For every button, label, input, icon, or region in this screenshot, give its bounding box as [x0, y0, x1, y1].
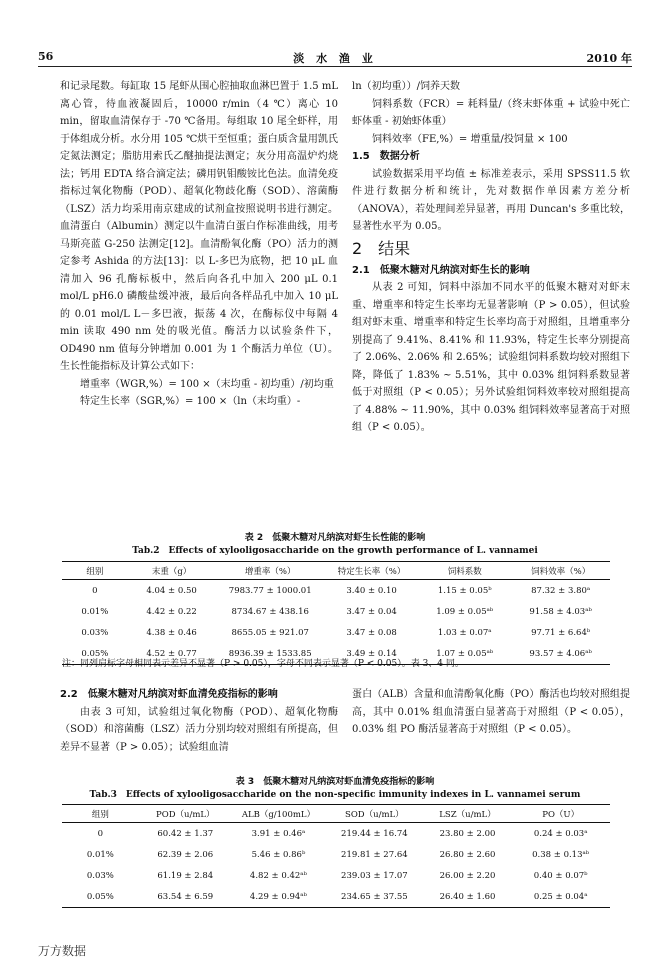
table-cell: 1.03 ± 0.07ᵃ: [437, 627, 492, 638]
table-cell: 26.80 ± 2.60: [439, 849, 496, 860]
table-cell: 219.81 ± 27.64: [341, 849, 408, 860]
table-cell: 60.42 ± 1.37: [157, 828, 214, 839]
table3-caption-en: Tab.3 Effects of xylooligosaccharide on the non-specific immunity indexes in L. vannamei serum: [89, 790, 581, 800]
table2-note: 注：同列肩标字母相同表示差异不显著（P > 0.05），字母不同表示显著（P < 0.05）。表 3、4 同。: [62, 659, 464, 669]
table2-caption: [38, 532, 632, 558]
table2-header: 饲料系数: [418, 562, 511, 580]
table-cell: 239.03 ± 17.07: [341, 870, 408, 881]
year: 2010 年: [586, 52, 632, 65]
section-2-1-heading: 2.1 低聚木糖对凡纳滨对虾生长的影响: [352, 264, 530, 276]
section-2-2-heading: 2.2 低聚木糖对凡纳滨对虾血清免疫指标的影响: [60, 689, 278, 700]
table-cell: 0.03%: [81, 627, 109, 638]
table-cell: 5.46 ± 0.86ᵇ: [251, 849, 306, 860]
section-2-1-text: 从表 2 可知，饲料中添加不同水平的低聚木糖对对虾末重、增重率和特定生长率均无显著影响（P > 0.05），但试验组对虾末重、增重率和特定生长率均高于对照组，且增重率分别提高了 9.41%、8.41% 和 11.93%，特定生长率分别提高了 2.06%、2.06% 和 2.65%；试验组饲料系数均较对照组下降，降低了 1.83% ~ 5.51%，其中 0.03% 组饲料系数显著低于对照组（P < 0.05）；另外试验组饲料效率较对照组提高了 4.88% ~ 11.90%，其中 0.03% 组饲料效率显著高于对照组（P < 0.05）。: [352, 282, 630, 433]
watermark: 万方数据: [38, 944, 87, 958]
table-cell: 234.65 ± 37.55: [325, 886, 424, 908]
table2-header: 特定生长率（%）: [325, 562, 418, 580]
table-cell: 97.71 ± 6.64ᵇ: [531, 627, 591, 638]
section-2-2-text-right: 蛋白（ALB）含量和血清酚氧化酶（PO）酶活也均较对照组提高，其中 0.01% 组血清蛋白显著高于对照组（P < 0.05），0.03% 组 PO 酶活显著高于对照组（P < 0.05）。: [352, 689, 630, 735]
table-cell: 219.44 ± 16.74: [341, 828, 408, 839]
section-2-heading: 2 结果: [352, 238, 411, 258]
formula-sgr-cont: ln（初均重））/饲养天数: [352, 81, 461, 92]
table-cell: 0: [92, 585, 98, 596]
table-cell: 87.32 ± 3.80ᵃ: [531, 585, 591, 596]
table-cell: 1.07 ± 0.05ᵃᵇ: [418, 643, 511, 665]
section-1-5-text: 试验数据采用平均值 ± 标准差表示，采用 SPSS11.5 软件进行数据分析和统计，先对数据作单因素方差分析（ANOVA），若处理间差异显著，再用 Duncan's 多重比较，显著性水平为 0.05。: [352, 168, 630, 232]
table-cell: 1.09 ± 0.05ᵃᵇ: [436, 606, 494, 617]
table3-header: ALB（g/100mL）: [232, 805, 325, 823]
table-cell: 62.39 ± 2.06: [157, 849, 214, 860]
section-2-2-left: [60, 686, 338, 756]
table-row: [62, 865, 610, 886]
table-row: [62, 601, 610, 622]
section-2-2-right: [352, 686, 630, 739]
table-row: [62, 622, 610, 643]
journal-name: 淡 水 渔 业: [293, 52, 377, 65]
table2-header-row: [62, 562, 610, 580]
table-cell: 0.24 ± 0.03ᵃ: [533, 828, 588, 839]
methods-paragraph: 和记录尾数。每缸取 15 尾虾从围心腔抽取血淋巴置于 1.5 mL 离心管，待血液凝固后，10000 r/min（4 ℃）离心 10 min，留取血清保存于 -70 ℃备用。每组取 10 尾全虾样，用于体组成分析。水分用 105 ℃烘干至恒重；蛋白质含量用凯氏定氮法测定；脂肪用索氏乙醚抽提法测定；灰分用高温炉灼烧法；钙用 EDTA 络合滴定法；磷用钒钼酸铵比色法。血清免疫指标过氧化物酶（POD）、超氧化物歧化酶（SOD）、溶菌酶（LSZ）活力均采用南京建成的试剂盒按照说明书进行测定。血清蛋白（Albumin）测定以牛血清白蛋白作标准曲线，用考马斯亮蓝 G-250 法测定[12]。血清酚氧化酶（PO）活力的测定参考 Ashida 的方法[13]：以 L-多巴为底物，把 10 μL 血清加入 96 孔酶标板中，然后向各孔中加入 200 μL 0.1 mol/L pH6.0 磷酸盐缓冲液，最后向各样品孔中加入 10 μL 的 0.01 mol/L L－多巴液，振荡 4 次，在酶标仪中每隔 4 min 读取 490 nm 处的吸光值。酶活力以试验条件下，OD490 nm 值每分钟增加 0.001 为 1 个酶活力单位（U）。生长性能指标及计算公式如下：: [60, 81, 338, 372]
table3-header: POD（u/mL）: [139, 805, 232, 823]
table-cell: 0.05%: [62, 886, 139, 908]
table-cell: 0.40 ± 0.07ᵇ: [533, 870, 588, 881]
table3-caption: [38, 776, 632, 802]
page-header: [38, 50, 632, 66]
table3-header-row: [62, 805, 610, 823]
header-rule: [38, 66, 632, 67]
table-cell: 3.91 ± 0.46ᵃ: [251, 828, 306, 839]
table-cell: 4.52 ± 0.77: [128, 643, 216, 665]
table-cell: 4.29 ± 0.94ᵃᵇ: [232, 886, 325, 908]
table2-header: 饲料效率（%）: [511, 562, 610, 580]
table-row: [62, 823, 610, 845]
table-cell: 8734.67 ± 438.16: [231, 606, 309, 617]
table-cell: 8936.39 ± 1533.85: [215, 643, 325, 665]
table3-header: PO（U）: [511, 805, 610, 823]
left-column: [60, 78, 338, 411]
table-cell: 0.01%: [81, 606, 109, 617]
table-cell: 23.80 ± 2.00: [439, 828, 496, 839]
table-row: [62, 844, 610, 865]
formula-fcr: 饲料系数（FCR）= 耗料量/（终末虾体重 + 试验中死亡虾体重 - 初始虾体重）: [352, 98, 630, 127]
table-row: [62, 886, 610, 908]
table-cell: 3.49 ± 0.14: [325, 643, 418, 665]
table3-caption-cn: 表 3 低聚木糖对凡纳滨对虾血清免疫指标的影响: [235, 777, 435, 787]
table-cell: 4.42 ± 0.22: [146, 606, 197, 617]
table-cell: 26.00 ± 2.20: [439, 870, 496, 881]
table-cell: 0.25 ± 0.04ᵃ: [511, 886, 610, 908]
table-cell: 1.15 ± 0.05ᵇ: [437, 585, 492, 596]
page-number: 56: [38, 50, 54, 63]
section-1-5-heading: 1.5 数据分析: [352, 151, 420, 162]
table-cell: 3.40 ± 0.10: [346, 585, 397, 596]
table2-header: 组别: [62, 562, 128, 580]
formula-sgr: 特定生长率（SGR,%）= 100 ×（ln（末均重）-: [80, 396, 301, 407]
table-cell: 0.05%: [62, 643, 128, 665]
table-cell: 0.03%: [86, 870, 114, 881]
table-cell: 93.57 ± 4.06ᵃᵇ: [511, 643, 610, 665]
table-cell: 3.47 ± 0.08: [346, 627, 397, 638]
table-cell: 0.38 ± 0.13ᵃᵇ: [532, 849, 590, 860]
table-cell: 4.82 ± 0.42ᵃᵇ: [249, 870, 307, 881]
table-cell: 4.04 ± 0.50: [146, 585, 197, 596]
section-2-2-text-left: 由表 3 可知，试验组过氧化物酶（POD）、超氧化物酶（SOD）和溶菌酶（LSZ）活力分别均较对照组有所提高，但差异不显著（P > 0.05）；试验组血清: [60, 706, 338, 753]
table2: [62, 561, 610, 665]
table2-caption-cn: 表 2 低聚木糖对凡纳滨对虾生长性能的影响: [244, 533, 426, 543]
formula-wgr: 增重率（WGR,%）= 100 ×（末均重 - 初均重）/初均重: [80, 378, 334, 390]
table-cell: 8655.05 ± 921.07: [231, 627, 309, 638]
table2-caption-en: Tab.2 Effects of xylooligosaccharide on the growth performance of L. vannamei: [132, 546, 538, 556]
table3: [62, 804, 610, 908]
table-cell: 61.19 ± 2.84: [157, 870, 214, 881]
table-row: [62, 580, 610, 602]
table2-header: 增重率（%）: [215, 562, 325, 580]
table3-header: LSZ（u/mL）: [424, 805, 512, 823]
table-cell: 0.01%: [86, 849, 114, 860]
table-cell: 3.47 ± 0.04: [346, 606, 397, 617]
table-cell: 0: [97, 828, 104, 839]
table-cell: 7983.77 ± 1000.01: [228, 585, 312, 596]
table3-header: SOD（u/mL）: [325, 805, 424, 823]
table-cell: 4.38 ± 0.46: [146, 627, 197, 638]
formula-fe: 饲料效率（FE,%）= 增重量/投饲量 × 100: [372, 133, 568, 145]
right-column: [352, 78, 630, 437]
table-cell: 91.58 ± 4.03ᵃᵇ: [529, 606, 592, 617]
table-cell: 26.40 ± 1.60: [424, 886, 512, 908]
table3-header: 组别: [62, 805, 139, 823]
table2-header: 末重（g）: [128, 562, 216, 580]
table-cell: 63.54 ± 6.59: [139, 886, 232, 908]
